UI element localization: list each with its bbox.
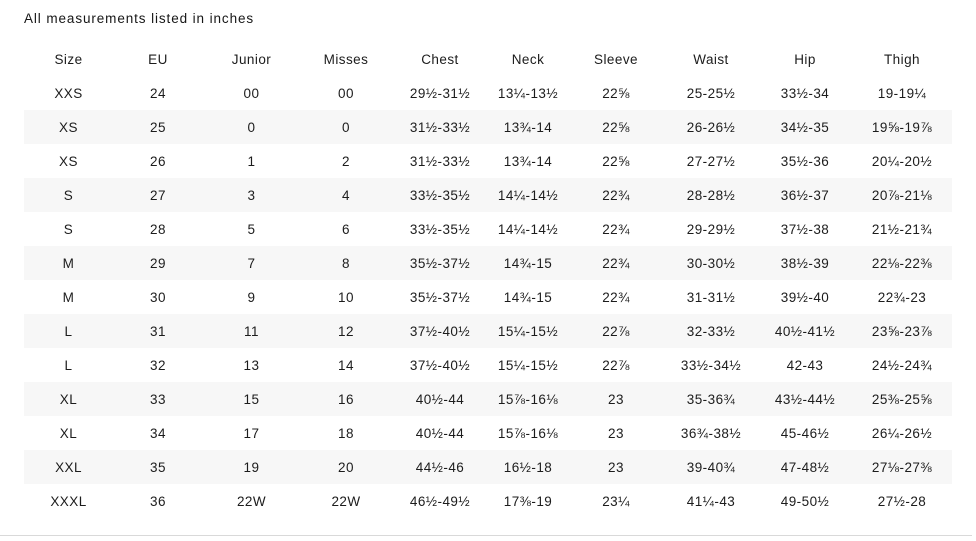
cell-eu: 31	[150, 323, 166, 339]
cell-thigh: 27⅛-27⅜	[871, 459, 933, 475]
cell-sleeve: 22⅞	[602, 323, 630, 339]
cell-neck: 14¾-15	[503, 255, 553, 271]
cell-junior: 00	[243, 85, 260, 101]
cell-junior: 0	[247, 119, 256, 135]
cell-hip: 34½-35	[780, 119, 830, 135]
cell-waist: 36¾-38½	[680, 425, 742, 441]
table-row	[24, 144, 952, 178]
cell-misses: 22W	[331, 493, 361, 509]
cell-chest: 40½-44	[415, 391, 465, 407]
cell-size: XL	[59, 391, 78, 407]
cell-chest: 33½-35½	[409, 221, 471, 237]
cell-thigh: 21½-21¾	[871, 221, 933, 237]
cell-sleeve: 23	[608, 459, 624, 475]
cell-junior: 3	[247, 187, 256, 203]
cell-sleeve: 23	[608, 425, 624, 441]
table-row	[24, 314, 952, 348]
table-row	[24, 484, 952, 518]
cell-eu: 32	[150, 357, 166, 373]
cell-size: XS	[59, 153, 78, 169]
cell-misses: 00	[338, 85, 354, 101]
cell-hip: 45-46½	[780, 425, 830, 441]
cell-eu: 30	[150, 289, 166, 305]
cell-size: XS	[59, 119, 78, 135]
table-row	[24, 416, 952, 450]
cell-eu: 29	[150, 255, 166, 271]
column-header-waist: Waist	[693, 51, 729, 67]
cell-neck: 14¼-14½	[497, 187, 559, 203]
cell-neck: 15⅞-16⅛	[497, 391, 559, 407]
cell-misses: 8	[342, 255, 350, 271]
column-header-junior: Junior	[231, 51, 272, 67]
cell-junior: 17	[243, 425, 260, 441]
cell-hip: 35½-36	[780, 153, 830, 169]
column-header-chest: Chest	[421, 51, 459, 67]
cell-hip: 37½-38	[780, 221, 830, 237]
cell-waist: 35-36¾	[686, 391, 736, 407]
table-header-row	[24, 42, 952, 76]
cell-hip: 38½-39	[780, 255, 830, 271]
table-row	[24, 212, 952, 246]
cell-junior: 15	[243, 391, 260, 407]
table-row	[24, 76, 952, 110]
cell-chest: 31½-33½	[409, 153, 471, 169]
cell-waist: 39-40¾	[686, 459, 736, 475]
cell-eu: 25	[150, 119, 166, 135]
cell-size: L	[64, 323, 73, 339]
cell-eu: 35	[150, 459, 166, 475]
table-row	[24, 348, 952, 382]
cell-waist: 27-27½	[686, 153, 736, 169]
cell-waist: 30-30½	[686, 255, 736, 271]
cell-neck: 15⅞-16⅛	[497, 425, 559, 441]
cell-thigh: 19-19¼	[877, 85, 927, 101]
cell-hip: 36½-37	[780, 187, 830, 203]
cell-neck: 17⅜-19	[503, 493, 553, 509]
cell-sleeve: 22⅝	[602, 153, 630, 169]
cell-size: L	[64, 357, 73, 373]
cell-neck: 15¼-15½	[497, 357, 559, 373]
cell-hip: 43½-44½	[774, 391, 836, 407]
table-body	[24, 76, 952, 518]
cell-junior: 9	[247, 289, 256, 305]
cell-waist: 26-26½	[686, 119, 736, 135]
bottom-divider	[0, 535, 972, 536]
cell-sleeve: 22¾	[602, 289, 630, 305]
cell-size: XXL	[55, 459, 82, 475]
cell-neck: 16½-18	[503, 459, 553, 475]
column-header-misses: Misses	[323, 51, 369, 67]
cell-eu: 24	[150, 85, 166, 101]
column-header-neck: Neck	[511, 51, 545, 67]
cell-waist: 31-31½	[686, 289, 736, 305]
cell-junior: 13	[243, 357, 260, 373]
table-row	[24, 110, 952, 144]
table-row	[24, 178, 952, 212]
cell-thigh: 25⅜-25⅝	[871, 391, 933, 407]
cell-size: XXS	[54, 85, 83, 101]
cell-chest: 40½-44	[415, 425, 465, 441]
cell-misses: 0	[342, 119, 350, 135]
cell-neck: 14¾-15	[503, 289, 553, 305]
cell-hip: 40½-41½	[774, 323, 836, 339]
cell-chest: 44½-46	[415, 459, 465, 475]
cell-chest: 35½-37½	[409, 255, 471, 271]
cell-eu: 28	[150, 221, 166, 237]
cell-thigh: 22⅛-22⅜	[871, 255, 933, 271]
cell-sleeve: 22⅞	[602, 357, 630, 373]
cell-misses: 12	[338, 323, 354, 339]
cell-thigh: 20¼-20½	[871, 153, 933, 169]
cell-thigh: 22¾-23	[877, 289, 927, 305]
cell-thigh: 24½-24¾	[871, 357, 933, 373]
table-row	[24, 246, 952, 280]
column-header-eu: EU	[148, 51, 168, 67]
cell-thigh: 27½-28	[877, 493, 927, 509]
cell-waist: 32-33½	[686, 323, 736, 339]
cell-chest: 29½-31½	[409, 85, 471, 101]
cell-sleeve: 22⅝	[602, 85, 630, 101]
cell-sleeve: 22¾	[602, 255, 630, 271]
column-header-size: Size	[54, 51, 83, 67]
cell-thigh: 19⅝-19⅞	[871, 119, 933, 135]
cell-neck: 15¼-15½	[497, 323, 559, 339]
cell-junior: 22W	[236, 493, 267, 509]
cell-hip: 49-50½	[780, 493, 830, 509]
cell-sleeve: 22¾	[602, 187, 630, 203]
cell-eu: 36	[150, 493, 166, 509]
cell-size: S	[63, 221, 74, 237]
cell-junior: 11	[244, 323, 259, 339]
cell-neck: 13¾-14	[503, 153, 553, 169]
cell-hip: 39½-40	[780, 289, 830, 305]
cell-chest: 37½-40½	[409, 357, 471, 373]
cell-size: M	[62, 289, 75, 305]
size-chart-table	[24, 42, 952, 518]
cell-misses: 2	[342, 153, 350, 169]
cell-waist: 28-28½	[686, 187, 736, 203]
cell-hip: 47-48½	[780, 459, 830, 475]
cell-misses: 4	[342, 187, 350, 203]
cell-neck: 13¾-14	[503, 119, 553, 135]
table-row	[24, 382, 952, 416]
cell-chest: 35½-37½	[409, 289, 471, 305]
cell-hip: 33½-34	[780, 85, 830, 101]
table-row	[24, 450, 952, 484]
cell-waist: 41¼-43	[686, 493, 736, 509]
cell-misses: 16	[338, 391, 354, 407]
cell-eu: 27	[150, 187, 166, 203]
cell-eu: 26	[150, 153, 166, 169]
cell-sleeve: 22⅝	[602, 119, 630, 135]
cell-thigh: 26¼-26½	[871, 425, 933, 441]
cell-neck: 13¼-13½	[497, 85, 559, 101]
cell-waist: 29-29½	[686, 221, 736, 237]
cell-size: S	[63, 187, 74, 203]
cell-size: XXXL	[50, 493, 87, 509]
column-header-thigh: Thigh	[883, 51, 921, 67]
cell-chest: 46½-49½	[409, 493, 471, 509]
cell-chest: 37½-40½	[409, 323, 471, 339]
column-header-hip: Hip	[794, 51, 816, 67]
cell-misses: 18	[338, 425, 354, 441]
cell-sleeve: 23¼	[602, 493, 630, 509]
cell-neck: 14¼-14½	[497, 221, 559, 237]
cell-misses: 10	[338, 289, 354, 305]
cell-size: XL	[59, 425, 78, 441]
cell-size: M	[62, 255, 75, 271]
cell-misses: 20	[338, 459, 354, 475]
cell-misses: 6	[342, 221, 350, 237]
cell-thigh: 20⅞-21⅛	[871, 187, 933, 203]
cell-sleeve: 22¾	[602, 221, 630, 237]
cell-junior: 19	[243, 459, 260, 475]
cell-junior: 5	[247, 221, 256, 237]
cell-eu: 34	[150, 425, 166, 441]
page-title: All measurements listed in inches	[24, 11, 255, 26]
cell-eu: 33	[150, 391, 166, 407]
cell-sleeve: 23	[608, 391, 624, 407]
table-header	[24, 42, 952, 76]
table-row	[24, 280, 952, 314]
cell-waist: 25-25½	[686, 85, 736, 101]
cell-waist: 33½-34½	[680, 357, 742, 373]
cell-junior: 1	[247, 153, 256, 169]
column-header-sleeve: Sleeve	[594, 51, 638, 67]
cell-chest: 31½-33½	[409, 119, 471, 135]
cell-thigh: 23⅝-23⅞	[871, 323, 933, 339]
cell-misses: 14	[338, 357, 354, 373]
cell-chest: 33½-35½	[409, 187, 471, 203]
cell-hip: 42-43	[786, 357, 824, 373]
cell-junior: 7	[247, 255, 256, 271]
